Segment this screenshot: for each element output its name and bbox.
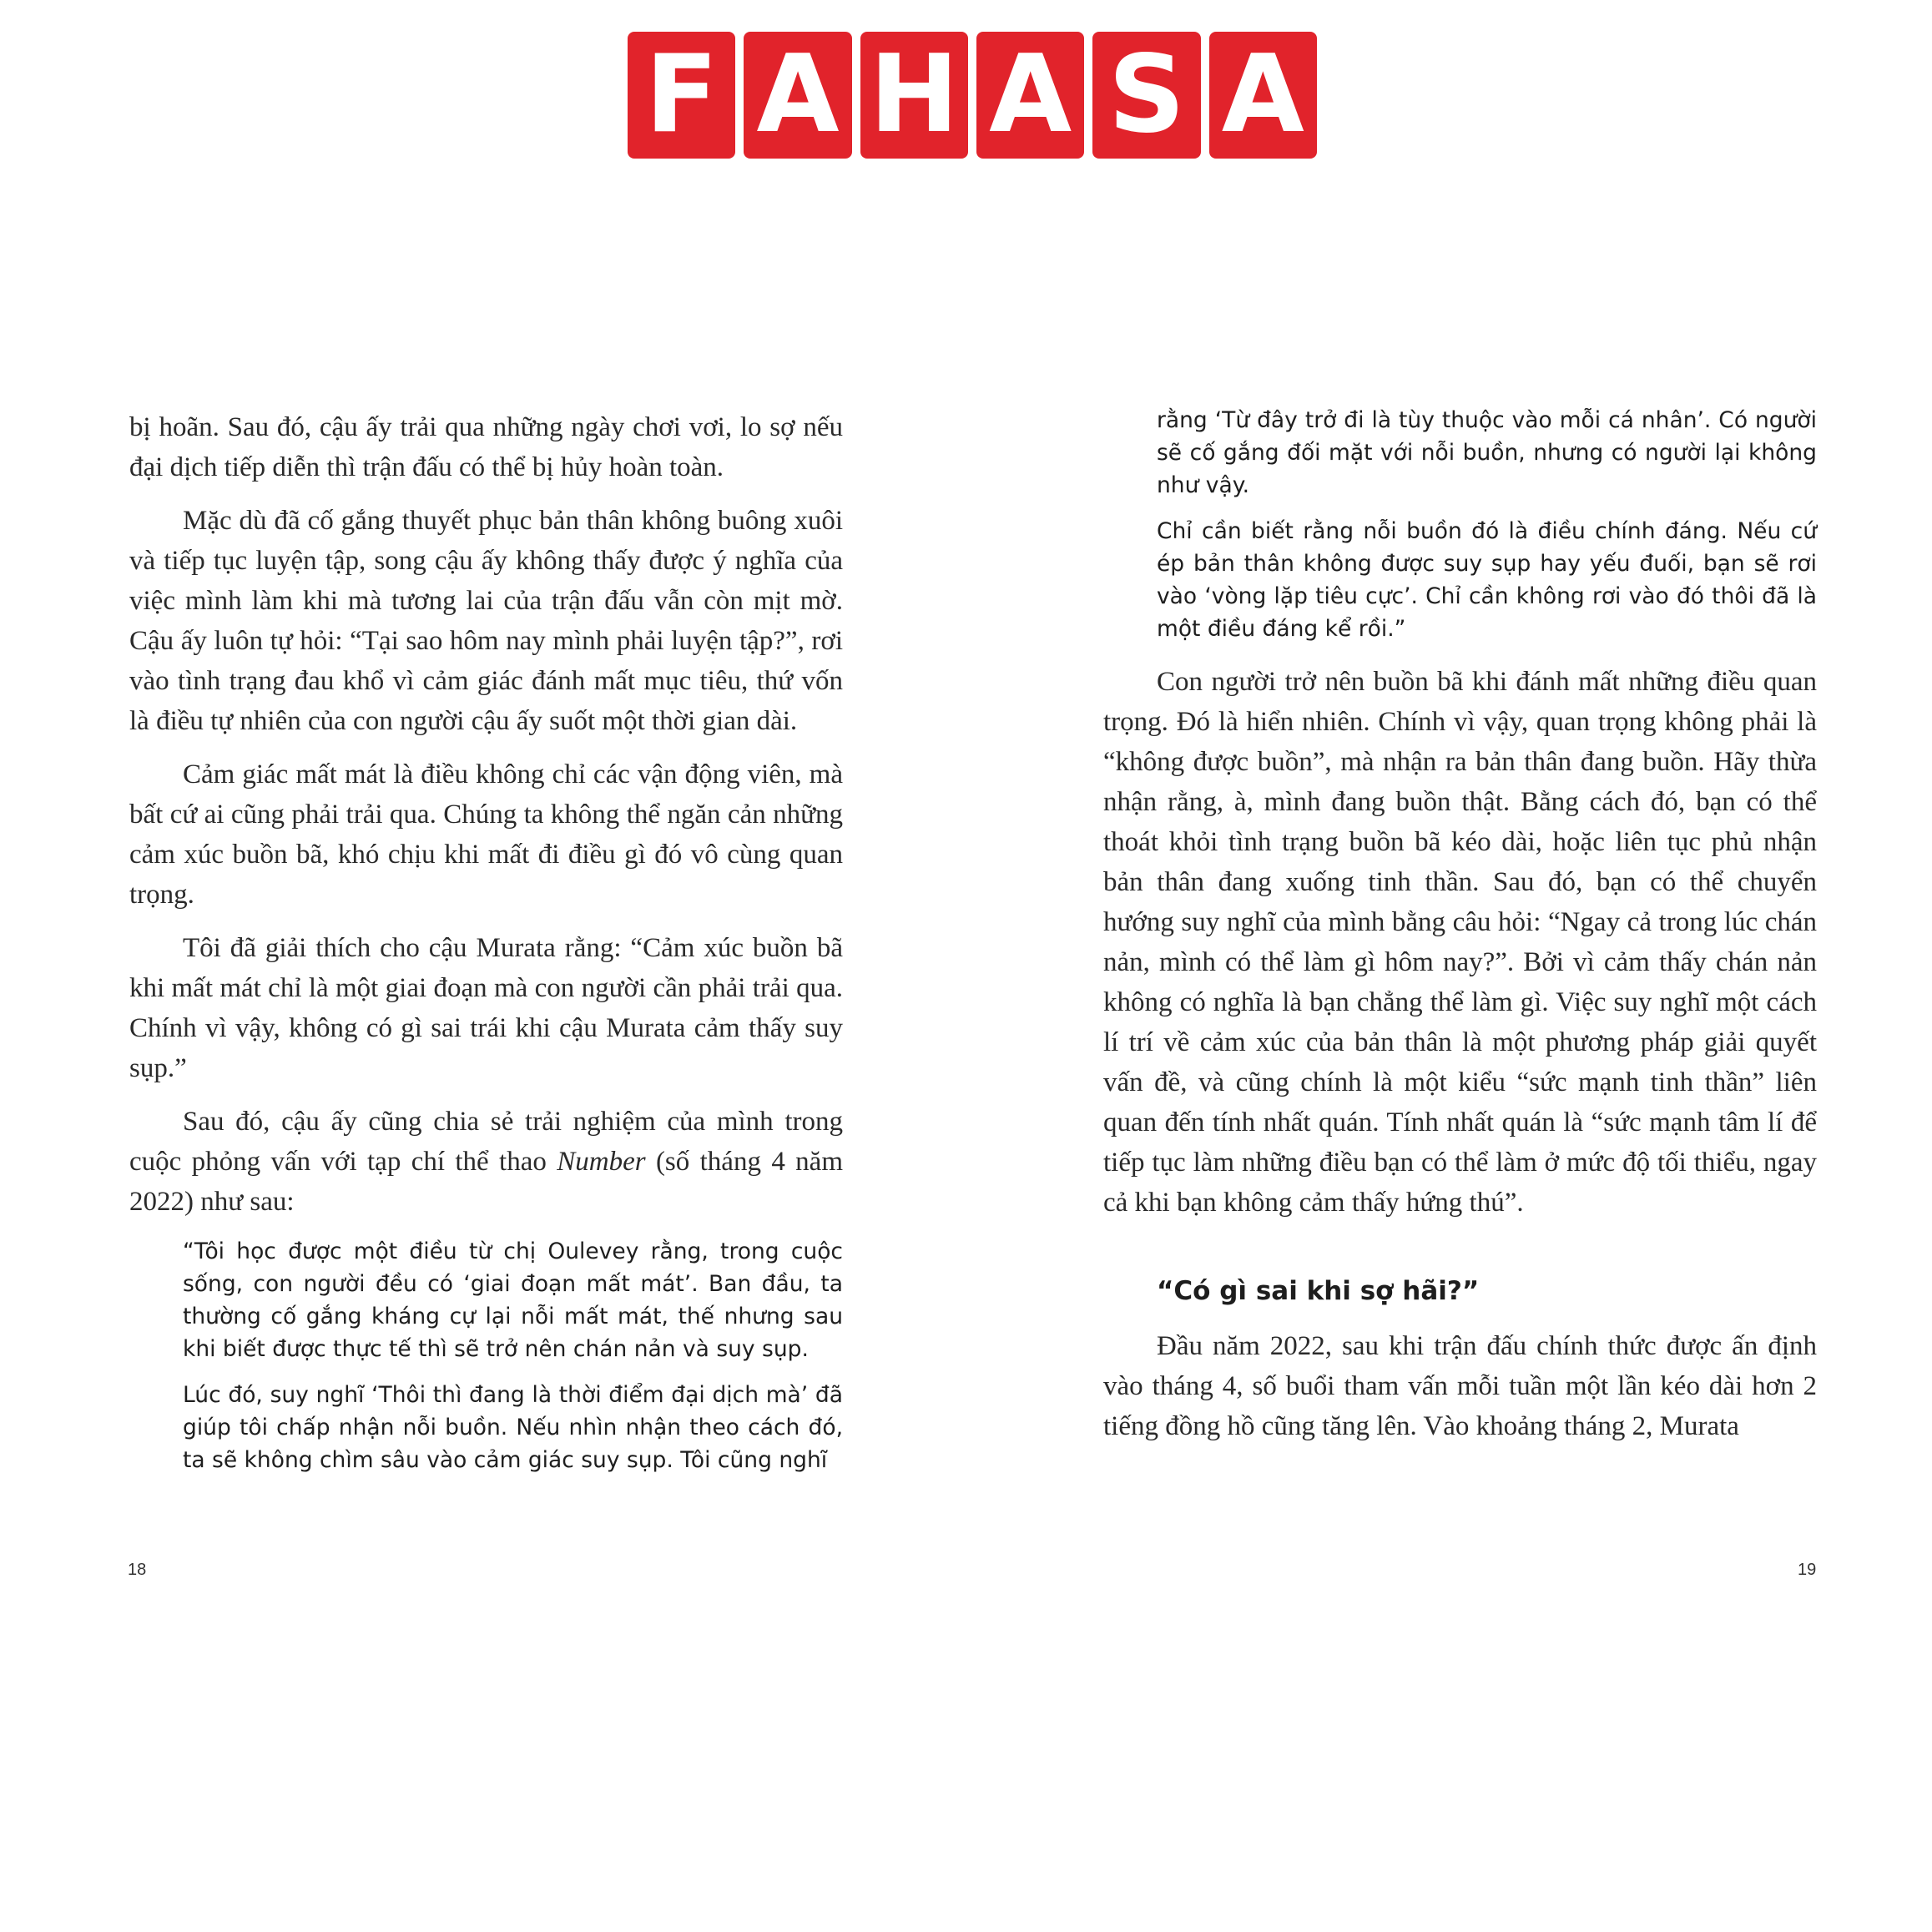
paragraph: Mặc dù đã cố gắng thuyết phục bản thân không buông xuôi và tiếp tục luyện tập, song cậu ấy không thấy được ý nghĩa của việc mình làm khi mà tương lai của trận đấu vẫn còn mịt mờ. Cậu ấy luôn tự hỏi: “Tại sao hôm nay mình phải luyện tập?”, rơi vào tình trạng đau khổ vì cảm giác đánh mất mục tiêu, thứ vốn là điều tự nhiên của con người cậu ấy suốt một thời gian dài. bbox=[129, 506, 843, 736]
logo-letter: S bbox=[1092, 32, 1200, 159]
logo-letter: A bbox=[1209, 32, 1317, 159]
paragraph-text: (số tháng 4 năm 2022) như sau: bbox=[129, 1147, 843, 1217]
paragraph: Đầu năm 2022, sau khi trận đấu chính thức được ấn định vào tháng 4, số buổi tham vấn mỗi tuần một lần kéo dài hơn 2 tiếng đồng hồ cũng tăng lên. Vào khoảng tháng 2, Murata bbox=[1103, 1331, 1817, 1441]
paragraph: Cảm giác mất mát là điều không chỉ các vận động viên, mà bất cứ ai cũng phải trải qua. Chúng ta không thể ngăn cản những cảm xúc buồn bã, khó chịu khi mất đi điều gì đó vô cùng quan trọng. bbox=[129, 759, 843, 910]
paragraph bbox=[129, 1102, 843, 1222]
logo-letter: A bbox=[744, 32, 851, 159]
block-quote: “Tôi học được một điều từ chị Oulevey rằng, trong cuộc sống, con người đều có ‘giai đoạn mất mát’. Ban đầu, ta thường cố gắng kháng cự lại nỗi mất mát, thế nhưng sau khi biết được thực tế thì sẽ trở nên chán nản và suy sụp. bbox=[183, 1238, 843, 1362]
logo-letter: A bbox=[976, 32, 1084, 159]
block-quote: Lúc đó, suy nghĩ ‘Thôi thì đang là thời điểm đại dịch mà’ đã giúp tôi chấp nhận nỗi buồn. Nếu nhìn nhận theo cách đó, ta sẽ không chìm sâu vào cảm giác suy sụp. Tôi cũng nghĩ bbox=[183, 1382, 843, 1473]
right-page-column bbox=[1103, 404, 1817, 1460]
section-heading: “Có gì sai khi sợ hãi?” bbox=[1157, 1276, 1480, 1306]
fahasa-logo bbox=[628, 32, 1317, 159]
magazine-title: Number bbox=[557, 1147, 646, 1177]
logo-letter: F bbox=[628, 32, 735, 159]
paragraph-text: Sau đó, cậu ấy cũng chia sẻ trải nghiệm của mình trong cuộc phỏng vấn với tạp chí thể thao bbox=[129, 1107, 843, 1177]
block-quote: Chỉ cần biết rằng nỗi buồn đó là điều chính đáng. Nếu cứ ép bản thân không được suy sụp hay yếu đuối, bạn sẽ rơi vào ‘vòng lặp tiêu cực’. Chỉ cần không rơi vào đó thôi đã là một điều đáng kể rồi.” bbox=[1157, 518, 1817, 642]
page-number-left: 18 bbox=[128, 1561, 147, 1579]
paragraph: bị hoãn. Sau đó, cậu ấy trải qua những ngày chơi vơi, lo sợ nếu đại dịch tiếp diễn thì trận đấu có thể bị hủy hoàn toàn. bbox=[129, 412, 843, 482]
block-quote: rằng ‘Từ đây trở đi là tùy thuộc vào mỗi cá nhân’. Có người sẽ cố gắng đối mặt với nỗi buồn, nhưng có người lại không như vậy. bbox=[1157, 407, 1817, 498]
paragraph: Tôi đã giải thích cho cậu Murata rằng: “Cảm xúc buồn bã khi mất mát chỉ là một giai đoạn mà con người cần phải trải qua. Chính vì vậy, không có gì sai trái khi cậu Murata cảm thấy suy sụp.” bbox=[129, 933, 843, 1083]
left-page-column bbox=[129, 407, 843, 1490]
logo-letter: H bbox=[860, 32, 968, 159]
paragraph: Con người trở nên buồn bã khi đánh mất những điều quan trọng. Đó là hiển nhiên. Chính vì vậy, quan trọng không phải là “không được buồn”, mà nhận ra bản thân đang buồn. Hãy thừa nhận rằng, à, mình đang buồn thật. Bằng cách đó, bạn có thể thoát khỏi tình trạng buồn bã kéo dài, hoặc liên tục phủ nhận bản thân đang xuống tinh thần. Sau đó, bạn có thể chuyển hướng suy nghĩ của mình bằng câu hỏi: “Ngay cả trong lúc chán nản, mình có thể làm gì hôm nay?”. Bởi vì cảm thấy chán nản không có nghĩa là bạn chẳng thể làm gì. Việc suy nghĩ một cách lí trí về cảm xúc của bản thân là một phương pháp giải quyết vấn đề, và cũng chính là một kiểu “sức mạnh tinh thần” liên quan đến tính nhất quán. Tính nhất quán là “sức mạnh tâm lí để tiếp tục làm những điều bạn có thể làm ở mức độ tối thiểu, ngay cả khi bạn không cảm thấy hứng thú”. bbox=[1103, 667, 1817, 1218]
page-number-right: 19 bbox=[1798, 1561, 1817, 1579]
